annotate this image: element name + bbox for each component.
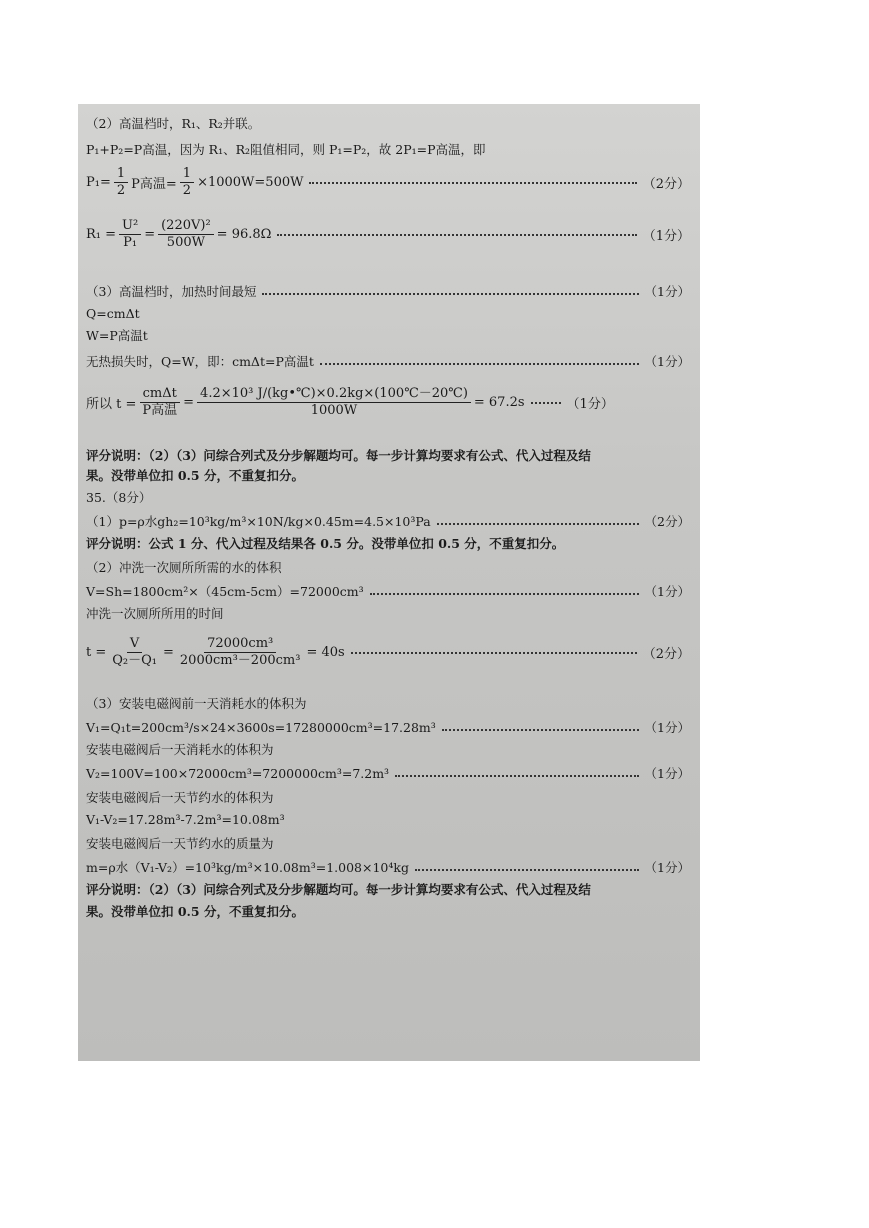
- leader-dots: [442, 729, 639, 731]
- line-text: （3）安装电磁阀前一天消耗水的体积为: [86, 696, 307, 711]
- score: （1分）: [644, 766, 690, 781]
- question-number: [86, 490, 690, 506]
- leader-dots: [262, 293, 638, 295]
- score: （1分）: [644, 860, 690, 875]
- equation-time: 所以 t = $\frac{\text{cmΔt}}{\text{P高温}}$ = $\frac{\text{4.2×10³ J/(kg•℃)×0.2kg×(100℃－20℃)}}{1000W}$ = 67.2s （1分）: [86, 386, 614, 418]
- leader-dots: [531, 402, 561, 404]
- eq-lhs: R₁ =: [86, 227, 117, 242]
- line-text: 35.（8分）: [86, 490, 152, 505]
- numerator: 1: [180, 166, 194, 183]
- text-line: [86, 560, 690, 576]
- line-text: （2）高温档时，R₁、R₂并联。: [86, 116, 261, 131]
- numerator: 72000cm³: [204, 636, 276, 653]
- text-line: [86, 696, 690, 712]
- fraction: [119, 218, 141, 251]
- leader-dots: [370, 593, 639, 595]
- numerator: 1: [114, 166, 128, 183]
- leader-dots: [415, 869, 639, 871]
- text-line: [86, 812, 690, 828]
- line-text: P₁+P₂=P高温，因为 R₁、R₂阻值相同，则 P₁=P₂，故 2P₁=P高温，即: [86, 142, 486, 157]
- line-text: V=Sh=1800cm²×（45cm-5cm）=72000cm³: [86, 584, 364, 599]
- line-text: （3）高温档时，加热时间最短: [86, 284, 257, 299]
- eq-result: ×1000W=500W: [197, 175, 304, 190]
- line-text: m=ρ水（V₁-V₂）=10³kg/m³×10.08m³=1.008×10⁴kg: [86, 860, 409, 875]
- fraction: [180, 166, 194, 199]
- line-text: W=P高温t: [86, 328, 148, 343]
- line-text: 冲洗一次厕所所用的时间: [86, 606, 224, 621]
- leader-dots: [277, 234, 636, 236]
- line-text: 评分说明：（2）（3）问综合列式及分步解题均可。每一步计算均要求有公式、代入过程及结: [86, 448, 591, 463]
- scoring-note: [86, 468, 690, 484]
- numerator: cmΔt: [140, 386, 180, 403]
- leader-dots: [320, 363, 639, 365]
- scoring-note: [86, 448, 690, 464]
- text-line: [86, 354, 690, 370]
- score: （1分）: [644, 584, 690, 599]
- score: （1分）: [644, 720, 690, 735]
- text-line: [86, 720, 690, 736]
- fraction: [109, 636, 160, 669]
- scanned-answer-sheet: [78, 104, 700, 1061]
- score: （2分）: [642, 177, 690, 192]
- text-line: [86, 742, 690, 758]
- text-line: [86, 860, 690, 876]
- line-text: Q=cmΔt: [86, 306, 140, 321]
- line-text: 果。没带单位扣 0.5 分，不重复扣分。: [86, 904, 304, 919]
- eq-result: = 67.2s: [473, 395, 525, 410]
- text-line: [86, 606, 690, 622]
- score: （2分）: [642, 647, 690, 662]
- text-line: [86, 116, 690, 132]
- denominator: 2: [116, 183, 126, 198]
- line-text: 评分说明：（2）（3）问综合列式及分步解题均可。每一步计算均要求有公式、代入过程及结: [86, 882, 591, 897]
- score: （1分）: [644, 284, 690, 299]
- line-text: （1）p=ρ水gh₂=10³kg/m³×10N/kg×0.45m=4.5×10³Pa: [86, 514, 431, 529]
- equation-flush-time: t = $\frac{V}{\text{Q₂－Q₁}}$ = $\frac{\text{72000cm³}}{\text{2000cm³－200cm³}}$ = 40s （2分）: [86, 636, 690, 668]
- score: （1分）: [642, 229, 690, 244]
- text-line: [86, 284, 690, 300]
- text-line: [86, 514, 690, 530]
- line-text: V₁-V₂=17.28m³-7.2m³=10.08m³: [86, 812, 285, 827]
- denominator: P₁: [123, 235, 138, 250]
- fraction: [158, 218, 214, 251]
- line-text: （2）冲洗一次厕所所需的水的体积: [86, 560, 282, 575]
- denominator: 2: [182, 183, 192, 198]
- scoring-note: [86, 536, 690, 552]
- text-line: [86, 142, 690, 158]
- leader-dots: [437, 523, 639, 525]
- denominator: 500W: [166, 235, 205, 250]
- equation-p1: [86, 166, 690, 199]
- denominator: P高温: [142, 403, 178, 418]
- text-line: [86, 584, 690, 600]
- line-text: 评分说明：公式 1 分、代入过程及结果各 0.5 分。没带单位扣 0.5 分，不重复扣分。: [86, 536, 565, 551]
- eq-result: = 96.8Ω: [216, 227, 272, 242]
- leader-dots: [395, 775, 638, 777]
- text-line: [86, 766, 690, 782]
- text-line: [86, 790, 690, 806]
- score: （1分）: [644, 354, 690, 369]
- eq-result: = 40s: [306, 645, 345, 660]
- text-line: [86, 328, 690, 344]
- line-text: V₁=Q₁t=200cm³/s×24×3600s=17280000cm³=17.28m³: [86, 720, 436, 735]
- line-text: 安装电磁阀后一天节约水的质量为: [86, 836, 274, 851]
- scoring-note: [86, 882, 690, 898]
- scoring-note: [86, 904, 690, 920]
- numerator: (220V)²: [158, 218, 214, 235]
- fraction: [114, 166, 128, 199]
- line-text: 安装电磁阀后一天节约水的体积为: [86, 790, 274, 805]
- line-text: 果。没带单位扣 0.5 分，不重复扣分。: [86, 468, 304, 483]
- text-line: [86, 836, 690, 852]
- text-line: [86, 306, 690, 322]
- score: （1分）: [566, 397, 614, 412]
- numerator: U²: [119, 218, 141, 235]
- leader-dots: [309, 182, 636, 184]
- denominator: 1000W: [310, 403, 358, 418]
- line-text: 安装电磁阀后一天消耗水的体积为: [86, 742, 274, 757]
- fraction: [197, 386, 471, 419]
- eq-lhs: t =: [86, 645, 107, 660]
- fraction: [177, 636, 304, 669]
- eq-mid: P高温=: [131, 177, 177, 192]
- denominator: 2000cm³－200cm³: [179, 653, 301, 668]
- equation-r1: R₁ = $\frac{\text{U²}}{\text{P₁}}$ = $\frac{\text{(220V)²}}{500W}$ = 96.8Ω （1分）: [86, 218, 690, 250]
- denominator: Q₂－Q₁: [112, 653, 157, 668]
- eq-lhs: P₁=: [86, 175, 111, 190]
- eq-lhs: 所以 t =: [86, 397, 137, 412]
- numerator: 4.2×10³ J/(kg•℃)×0.2kg×(100℃－20℃): [197, 386, 471, 403]
- score: （2分）: [644, 514, 690, 529]
- leader-dots: [351, 652, 637, 654]
- line-text: 无热损失时，Q=W，即：cmΔt=P高温t: [86, 354, 314, 369]
- line-text: V₂=100V=100×72000cm³=7200000cm³=7.2m³: [86, 766, 390, 781]
- numerator: V: [127, 636, 142, 653]
- fraction: [139, 386, 180, 419]
